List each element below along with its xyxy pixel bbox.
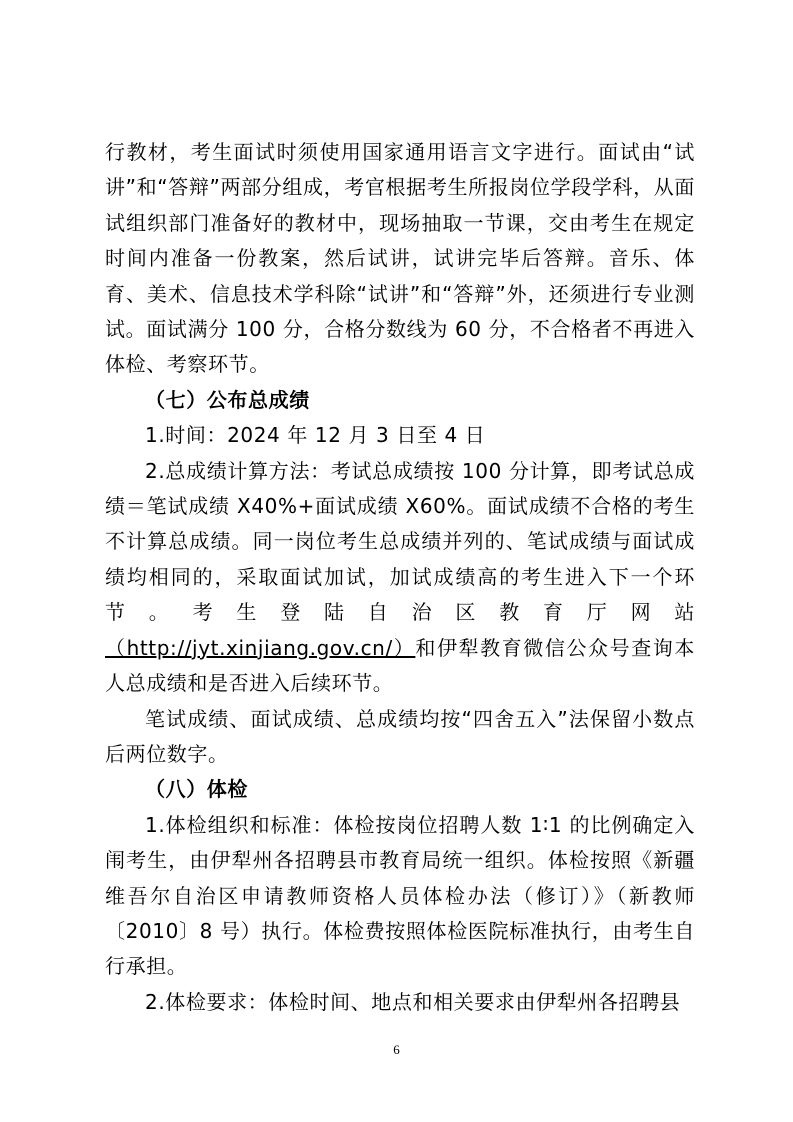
total-score-method-tail: 和伊犁教育微信公众号查询本人总成绩和是否进入后续环节。 bbox=[105, 635, 695, 696]
rounding-rule: 笔试成绩、面试成绩、总成绩均按“四舍五入”法保留小数点后两位数字。 bbox=[105, 706, 695, 766]
page-number: 6 bbox=[393, 1042, 400, 1057]
document-body bbox=[105, 135, 695, 1020]
section-heading-total-score: （七）公布总成绩 bbox=[145, 387, 310, 412]
education-dept-website-link[interactable]: （http://jyt.xinjiang.gov.cn/） bbox=[105, 635, 416, 660]
total-score-method-text: 2.总成绩计算方法：考试总成绩按 100 分计算，即考试总成绩＝笔试成绩 X40%+面试成绩 X60%。面试成绩不合格的考生不计算总成绩。同一岗位考生总成绩并列的、笔试成绩与面试成绩均相同的，采取面试加试，加试成绩高的考生进入下一个环节。考生登陆自治区教育厅网站 bbox=[105, 458, 695, 625]
total-score-method bbox=[105, 454, 695, 702]
physical-exam-standard: 1.体检组织和标准：体检按岗位招聘人数 1∶1 的比例确定入闱考生，由伊犁州各招聘县市教育局统一组织。体检按照《新疆维吾尔自治区申请教师资格人员体检办法（修订）》（新教师〔2010〕8 号）执行。体检费按照体检医院标准执行，由考生自行承担。 bbox=[105, 812, 695, 979]
section-heading-physical-exam: （八）体检 bbox=[145, 777, 248, 802]
total-score-time: 1.时间：2024 年 12 月 3 日至 4 日 bbox=[145, 423, 486, 448]
physical-exam-requirements: 2.体检要求：体检时间、地点和相关要求由伊犁州各招聘县 bbox=[145, 989, 681, 1014]
interview-paragraph: 行教材，考生面试时须使用国家通用语言文字进行。面试由“试讲”和“答辩”两部分组成，考官根据考生所报岗位学段学科，从面试组织部门准备好的教材中，现场抽取一节课，交由考生在规定时间内准备一份教案，然后试讲，试讲完毕后答辩。音乐、体育、美术、信息技术学科除“试讲”和“答辩”外，还须进行专业测试。面试满分 100 分，合格分数线为 60 分，不合格者不再进入体检、考察环节。 bbox=[105, 140, 695, 377]
